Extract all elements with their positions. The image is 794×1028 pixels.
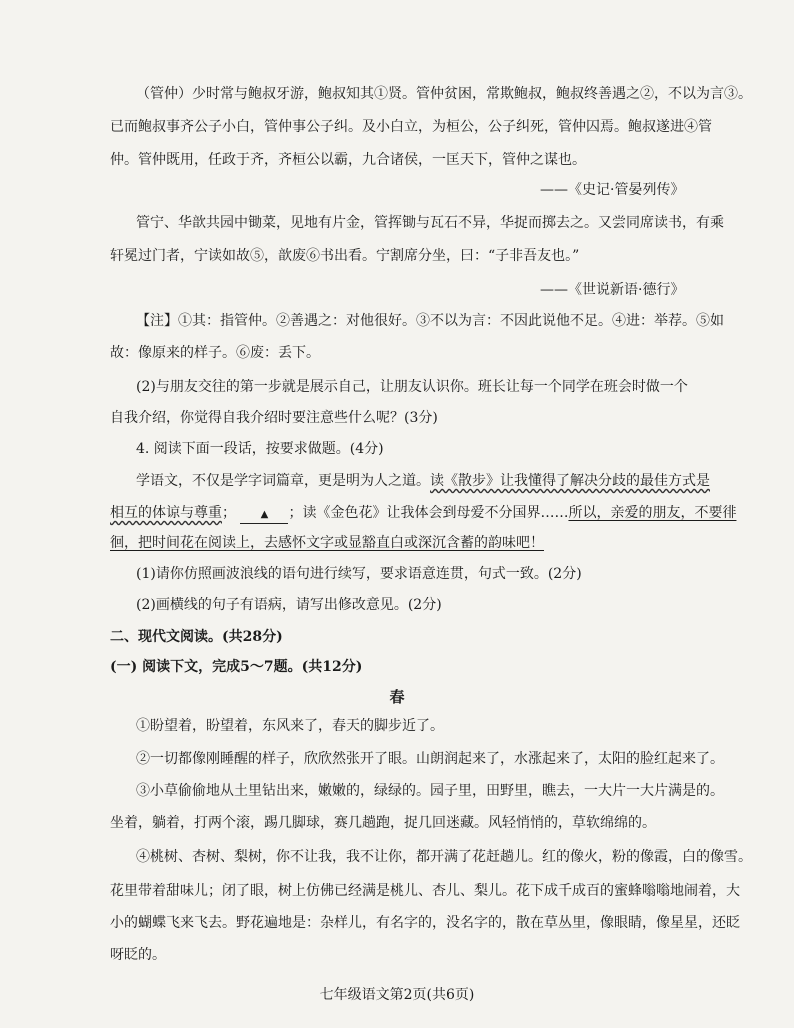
passage-b-line-2: 轩冕过门者，宁读如故⑤，歆废⑥书出看。宁割席分坐，曰：“子非吾友也。”	[110, 248, 580, 264]
q4-plain-text: 学语文，不仅是学字词篇章，更是明为人之道。	[136, 473, 430, 489]
q4-wavy-text-2: 相互的体谅与尊重	[110, 505, 222, 521]
section-2-part-1: (一) 阅读下文，完成5～7题。(共12分)	[110, 659, 363, 675]
passage-b-line-1: 管宁、华歆共园中锄菜，见地有片金，管挥锄与瓦石不异，华捉而掷去之。又尝同席读书，有乘	[136, 215, 724, 231]
article-para-4-line-3: 小的蝴蝶飞来飞去。野花遍地是：杂样儿，有名字的，没名字的，散在草丛里，像眼睛，像星星，还眨	[110, 915, 740, 931]
q4-wavy-text-1: 读《散步》让我懂得了解决分歧的最佳方式是	[430, 473, 710, 489]
passage-a-line-2: 已而鲍叔事齐公子小白，管仲事公子纠。及小白立，为桓公，公子纠死，管仲囚焉。鲍叔遂进④管	[110, 119, 712, 135]
passage-b-source: ——《世说新语·德行》	[540, 282, 685, 298]
q4-plain-text-2: ；读《金色花》让我体会到母爱不分国界……	[288, 505, 569, 521]
q4-underlined-text-1: 所以，亲爱的朋友，不要徘	[568, 505, 737, 521]
section-2-heading: 二、现代文阅读。(共28分)	[110, 629, 283, 645]
answer-blank[interactable]	[240, 507, 288, 524]
article-para-1: ①盼望着，盼望着，东风来了，春天的脚步近了。	[136, 718, 444, 734]
article-para-3-line-1: ③小草偷偷地从土里钻出来，嫩嫩的，绿绿的。园子里，田野里，瞧去，一大片一大片满是的。	[136, 783, 724, 799]
question-2-2-line-1: (2)与朋友交往的第一步就是展示自己，让朋友认识你。班长让每一个同学在班会时做一个	[136, 379, 688, 395]
question-4-sub-2: (2)画横线的句子有语病，请写出修改意见。(2分)	[136, 597, 442, 613]
article-title: 春	[389, 688, 405, 706]
article-para-2: ②一切都像刚睡醒的样子，欣欣然张开了眼。山朗润起来了，水涨起来了，太阳的脸红起来了。	[136, 751, 724, 767]
page-footer: 七年级语文第2页(共6页)	[319, 987, 475, 1003]
article-para-4-line-2: 花里带着甜味儿；闭了眼，树上仿佛已经满是桃儿、杏儿、梨儿。花下成千成百的蜜蜂嗡嗡地闹着，大	[110, 883, 740, 899]
article-para-4-line-4: 呀眨的。	[110, 947, 166, 963]
passage-a-line-1: （管仲）少时常与鲍叔牙游，鲍叔知其①贤。管仲贫困，常欺鲍叔，鲍叔终善遇之②，不以为言③。	[136, 86, 752, 102]
question-4-para-line-3	[110, 533, 544, 553]
passage-a-source: ——《史记·管晏列传》	[540, 182, 685, 198]
triangle-marker-icon: ▲	[260, 509, 269, 520]
article-para-4-line-1: ④桃树、杏树、梨树，你不让我，我不让你，都开满了花赶趟儿。红的像火，粉的像霞，白的像雪。	[136, 849, 752, 865]
question-4-sub-1: (1)请你仿照画波浪线的语句进行续写，要求语意连贯，句式一致。(2分)	[136, 566, 582, 582]
passage-a-line-3: 仲。管仲既用，任政于齐，齐桓公以霸，九合诸侯，一匡天下，管仲之谋也。	[110, 152, 586, 168]
notes-line-1: 【注】①其：指管仲。②善遇之：对他很好。③不以为言：不因此说他不足。④进：举荐。⑤如	[136, 313, 724, 329]
question-4-para-line-2	[110, 503, 736, 524]
question-2-2-line-2: 自我介绍，你觉得自我介绍时要注意些什么呢？(3分)	[110, 410, 438, 426]
q4-underlined-text-2: 徊，把时间花在阅读上，去感怀文字或显豁直白或深沉含蓄的韵味吧！	[110, 535, 544, 551]
notes-line-2: 故：像原来的样子。⑥废：丢下。	[110, 345, 320, 361]
question-4-para-line-1	[136, 471, 710, 491]
article-para-3-line-2: 坐着，躺着，打两个滚，踢几脚球，赛几趟跑，捉几回迷藏。风轻悄悄的，草软绵绵的。	[110, 815, 656, 831]
q4-separator: ；	[222, 505, 236, 521]
question-4-heading: 4. 阅读下面一段话，按要求做题。(4分)	[136, 441, 384, 457]
